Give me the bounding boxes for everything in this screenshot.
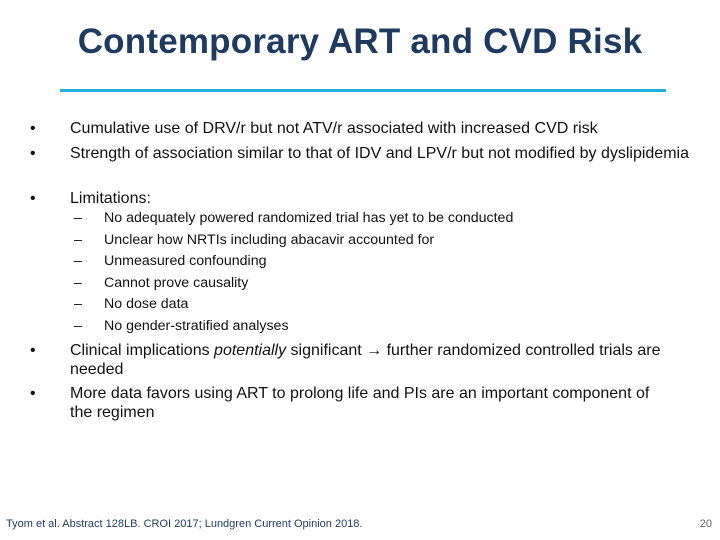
implications-emphasis: potentially [214, 342, 287, 359]
limitation-text: Unclear how NRTIs including abacavir accounted for [104, 231, 435, 248]
dash-icon [74, 230, 82, 252]
bullet-item [30, 119, 720, 138]
limitation-item [74, 208, 674, 230]
bullet-text: More data favors using ART to prolong life and PIs are an important component of the regimen [70, 385, 650, 421]
bullet-dot-icon [30, 384, 70, 403]
limitation-text: No gender-stratified analyses [104, 317, 289, 334]
implications-post: further randomized controlled trials are needed [70, 342, 661, 378]
slide-title: Contemporary ART and CVD Risk [77, 22, 643, 61]
bullet-item [30, 189, 670, 208]
bullet-text: Cumulative use of DRV/r but not ATV/r associated with increased CVD risk [70, 120, 598, 137]
dash-icon [74, 273, 82, 295]
implications-mid: significant [286, 342, 367, 359]
limitation-text: Unmeasured confounding [104, 253, 267, 270]
bullet-dot-icon [30, 144, 70, 163]
footer-citation: Tyom et al. Abstract 128LB. CROI 2017; Lundgren Current Opinion 2018. [6, 518, 363, 530]
limitation-text: No adequately powered randomized trial has yet to be conducted [104, 210, 514, 226]
bullet-item [30, 341, 670, 379]
bullet-item [30, 384, 670, 422]
limitation-item [74, 273, 674, 295]
bullet-text: Strength of association similar to that of IDV and LPV/r but not modified by dyslipidemia [70, 145, 689, 162]
page-number: 20 [699, 518, 712, 530]
limitation-item [74, 316, 674, 338]
dash-icon [74, 294, 82, 316]
limitation-item [74, 294, 674, 316]
dash-icon [74, 251, 82, 273]
dash-icon [74, 316, 82, 338]
bullet-dot-icon [30, 119, 70, 138]
limitation-text: No dose data [104, 296, 189, 313]
limitation-item [74, 251, 674, 273]
limitation-text: Cannot prove causality [104, 274, 249, 291]
title-underline [60, 89, 666, 92]
bullet-text: Limitations: [70, 190, 151, 207]
bullet-dot-icon [30, 341, 70, 360]
bullet-dot-icon [30, 189, 70, 208]
limitations-list [74, 208, 674, 338]
arrow-right-icon: → [366, 342, 383, 359]
limitation-item [74, 230, 674, 252]
bullet-item [30, 144, 695, 163]
dash-icon [74, 208, 82, 230]
implications-pre: Clinical implications [70, 342, 215, 359]
